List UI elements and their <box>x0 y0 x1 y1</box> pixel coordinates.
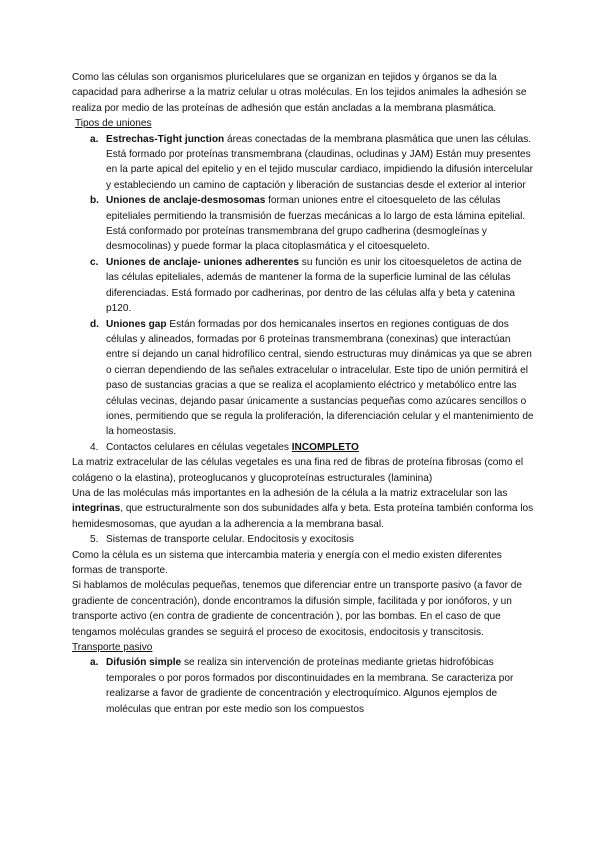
document-page <box>72 70 534 717</box>
union-title: Uniones gap <box>106 318 167 330</box>
difusion-body: se realiza sin intervención de proteínas mediante grietas hidrofóbicas temporales o por poros formados por discontinuidades en la membrana. Se caracteriza por realizarse a favor de gradiente de concentración y electroquímico. Algunos ejemplos de moléculas que entran por este medio son los compuestos <box>106 657 514 715</box>
union-item-d <box>72 317 534 440</box>
union-title: Uniones de anclaje-desmosomas <box>106 195 266 207</box>
section-marker: 4. <box>90 441 99 453</box>
transporte-paragraph-1: Como la célula es un sistema que intercambia materia y energía con el medio existen diferentes formas de transporte. <box>72 549 502 576</box>
union-marker: d. <box>90 318 99 330</box>
union-item-c <box>72 255 534 317</box>
section-4-heading <box>72 440 534 455</box>
union-marker: a. <box>90 133 99 145</box>
matriz-paragraph-2 <box>72 486 534 532</box>
matriz-text-a: Una de las moléculas más importantes en la adhesión de la célula a la matriz extracelular son las <box>72 487 508 499</box>
union-title: Estrechas-Tight junction <box>106 133 225 145</box>
intro-paragraph: Como las células son organismos pluricelulares que se organizan en tejidos y órganos se da la capacidad para adherirse a la matriz celular u otras moléculas. En los tejidos animales la adhesión se realiza por medio de las proteínas de adhesión que están ancladas a la membrana plasmática. <box>72 72 527 114</box>
section-title: Sistemas de transporte celular. Endocitosis y exocitosis <box>106 534 354 546</box>
union-item-b <box>72 193 534 255</box>
pasivo-heading-text: Transporte pasivo <box>72 642 153 654</box>
union-body: Están formadas por dos hemicanales insertos en regiones contiguas de dos células y alineados, formadas por 6 proteínas transmembrana (conexinas) que interactúan entre sí dejando un canal hidrofílico central, siendo estructuras muy dinámicas ya que se abren o cierran dependiendo de las señales extracelular o intracelular. Este tipo de unión permitirá el paso de sustancias gracias a que se realiza el acoplamiento eléctrico y metabólico entre las células vecinas, dejando pasar únicamente a sustancias pequeñas como azúcares sencillos o iones, permitiendo que se regula la proliferación, la diferenciación celular y el mantenimiento de la homeostasis. <box>106 318 534 438</box>
union-body: su función es unir los citoesqueletos de actina de las células epiteliales, además de mantener la forma de la superficie luminal de las células diferenciadas. Está formado por cadherinas, por dentro de las células alfa y beta y catenina p120. <box>106 256 522 315</box>
matriz-text-c: , que estructuralmente son dos subunidades alfa y beta. Esta proteína también conforma los hemidesmosomas, que ayudan a la adherencia a la membrana basal. <box>72 503 534 530</box>
section-5-heading <box>72 532 534 547</box>
union-body: áreas conectadas de la membrana plasmática que unen las células. Está formado por proteínas transmembrana (claudinas, ocludinas y JAM) Están muy presentes en la parte apical del epitelio y en el tejido muscular cardiaco, impidiendo la difusión intercelular y estableciendo un camino de captación y liberación de sustancias desde el exterior al interior <box>106 133 533 191</box>
tipos-heading <box>72 116 534 131</box>
difusion-item <box>72 655 534 717</box>
union-body: forman uniones entre el citoesqueleto de las células epiteliales permitiendo la transmisión de fuerzas mecánicas a lo largo de esta lámina epitelial. Está conformado por proteínas transmembrana del grupo cadherina (desmogleínas y desmocolinas) y puede formar la placa citoplasmática y el citoesqueleto. <box>106 195 526 253</box>
union-title: Uniones de anclaje- uniones adherentes <box>106 256 299 268</box>
section-marker: 5. <box>90 534 99 546</box>
section-title: Contactos celulares en células vegetales <box>106 441 292 453</box>
union-marker: c. <box>90 256 99 268</box>
transporte-paragraph-2: Si hablamos de moléculas pequeñas, tenemos que diferenciar entre un transporte pasivo (a favor de gradiente de concentración), donde encontramos la difusión simple, facilitada y por ionóforos, y un transporte activo (en contra de gradiente de concentración ), por las bombas. En el caso de que tengamos moléculas grandes se seguirá el proceso de exocitosis, endocitosis y transcitosis. <box>72 580 522 638</box>
integrinas-term: integrinas <box>72 503 121 515</box>
union-marker: b. <box>90 195 99 207</box>
difusion-title: Difusión simple <box>106 657 182 669</box>
difusion-marker: a. <box>90 657 99 669</box>
union-item-a <box>72 132 534 194</box>
tipos-heading-text: Tipos de uniones <box>75 118 152 130</box>
pasivo-heading <box>72 640 534 655</box>
matriz-paragraph-1: La matriz extracelular de las células vegetales es una fina red de fibras de proteína fibrosas (como el colágeno o la elastina), proteoglucanos y glucoproteínas estructurales (laminina) <box>72 457 524 484</box>
incomplete-tag: INCOMPLETO <box>291 441 359 453</box>
